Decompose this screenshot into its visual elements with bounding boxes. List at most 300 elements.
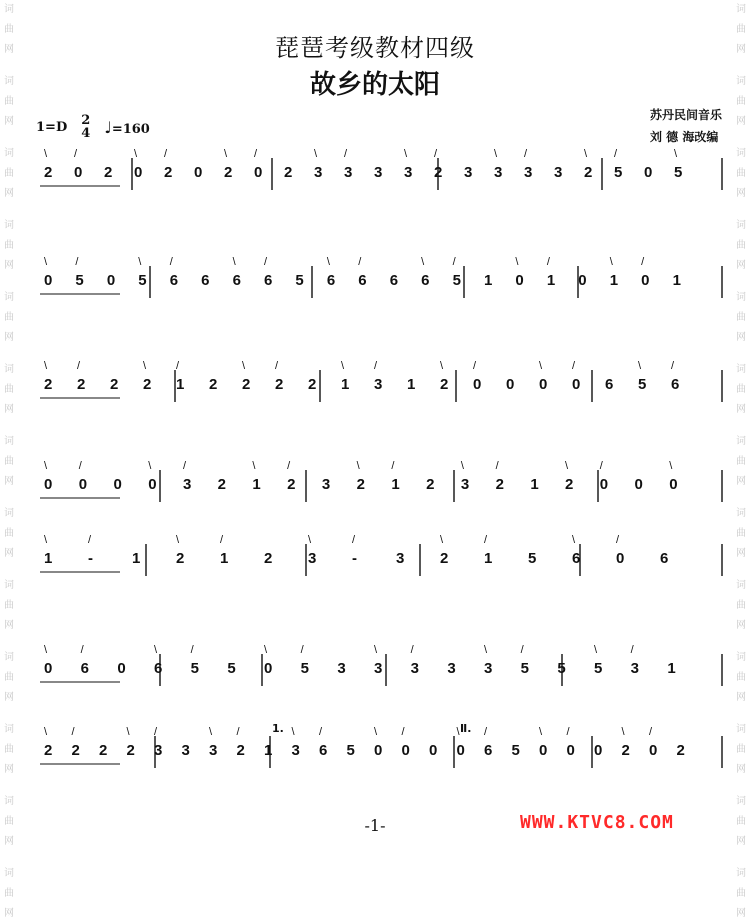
- articulation-mark: \: [609, 256, 613, 268]
- jianpu-note: 6: [169, 272, 179, 289]
- watermark-char: 曲: [736, 24, 746, 35]
- jianpu-note: 2: [99, 742, 108, 759]
- articulation-mark: /: [391, 460, 395, 472]
- articulation-mark: /: [452, 256, 456, 268]
- jianpu-note: 0: [44, 660, 53, 677]
- watermark-char: 网: [736, 836, 746, 847]
- jianpu-note: 0: [134, 164, 143, 181]
- watermark-char: 网: [4, 332, 14, 343]
- staff-line-1: [30, 150, 726, 240]
- articulation-mark: /: [671, 360, 675, 372]
- jianpu-note: 3: [374, 376, 383, 393]
- articulation-mark: \: [374, 726, 378, 738]
- articulation-mark: \: [484, 644, 488, 656]
- articulation-mark: \: [44, 534, 48, 546]
- watermark-char: 曲: [4, 528, 14, 539]
- jianpu-note: 5: [674, 164, 683, 181]
- ending-2-label: Ⅱ.: [460, 722, 472, 735]
- jianpu-note: 6: [605, 376, 614, 393]
- jianpu-note: 0: [194, 164, 203, 181]
- articulation-mark: /: [190, 644, 194, 656]
- jianpu-note: 1: [484, 272, 493, 289]
- watermark-char: 网: [736, 44, 746, 55]
- articulation-mark: \: [674, 148, 678, 160]
- jianpu-note: 0: [74, 164, 83, 181]
- watermark-char: 词: [4, 580, 14, 591]
- jianpu-note: 1: [391, 476, 400, 493]
- watermark-char: 网: [4, 836, 14, 847]
- staff-line-7: [30, 728, 726, 818]
- jianpu-note: 3: [524, 164, 533, 181]
- watermark-char: 曲: [736, 384, 746, 395]
- jianpu-note: 2: [356, 476, 365, 493]
- jianpu-note: 3: [494, 164, 503, 181]
- jianpu-note: 6: [80, 660, 89, 677]
- jianpu-note: 5: [346, 742, 355, 759]
- watermark-char: 曲: [4, 744, 14, 755]
- watermark-char: 网: [4, 620, 14, 631]
- articulation-mark: \: [44, 644, 48, 656]
- jianpu-note: 2: [44, 164, 53, 181]
- jianpu-note: -: [88, 550, 93, 567]
- jianpu-note: 2: [565, 476, 574, 493]
- articulation-mark: \: [421, 256, 425, 268]
- watermark-char: 网: [736, 116, 746, 127]
- articulation-mark: \: [154, 644, 158, 656]
- watermark-char: 网: [736, 908, 746, 919]
- key-signature: 1=D: [36, 119, 68, 135]
- articulation-mark: /: [614, 148, 618, 160]
- watermark-char: 词: [736, 220, 746, 231]
- articulation-mark: \: [314, 148, 318, 160]
- watermark-char: 网: [736, 188, 746, 199]
- arranger: 刘 德 海改编: [649, 130, 719, 144]
- jianpu-note: 1: [407, 376, 416, 393]
- jianpu-note: 0: [572, 376, 581, 393]
- jianpu-note: 0: [578, 272, 587, 289]
- jianpu-note: 3: [337, 660, 346, 677]
- jianpu-note: 3: [291, 742, 300, 759]
- articulation-mark: \: [341, 360, 345, 372]
- jianpu-note: 6: [421, 272, 430, 289]
- watermark-char: 网: [736, 260, 746, 271]
- watermark-char: 网: [736, 404, 746, 415]
- articulation-mark: \: [638, 360, 642, 372]
- watermark-char: 网: [4, 404, 14, 415]
- articulation-mark: \: [44, 460, 48, 472]
- watermark-char: 曲: [4, 816, 14, 827]
- articulation-mark: \: [148, 460, 152, 472]
- watermark-char: 词: [4, 508, 14, 519]
- jianpu-note: 2: [495, 476, 504, 493]
- articulation-mark: \: [621, 726, 625, 738]
- jianpu-note: 2: [104, 164, 113, 181]
- articulation-mark: \: [456, 726, 460, 738]
- watermark-char: 词: [4, 436, 14, 447]
- watermark-char: 网: [736, 332, 746, 343]
- jianpu-note: 0: [669, 476, 678, 493]
- articulation-mark: \: [224, 148, 228, 160]
- jianpu-note: 1: [264, 742, 273, 759]
- jianpu-note: 0: [641, 272, 650, 289]
- watermark-char: 词: [736, 652, 746, 663]
- jianpu-note: 2: [308, 376, 317, 393]
- jianpu-note: 0: [539, 376, 548, 393]
- time-bottom: 4: [81, 126, 91, 141]
- jianpu-note: 2: [176, 550, 185, 567]
- jianpu-note: 3: [464, 164, 473, 181]
- jianpu-note: 0: [374, 742, 383, 759]
- articulation-mark: /: [75, 256, 79, 268]
- articulation-mark: \: [44, 360, 48, 372]
- watermark-char: 网: [736, 548, 746, 559]
- staff-line-3: [30, 362, 726, 452]
- jianpu-note: 5: [227, 660, 236, 677]
- watermark-char: 曲: [736, 240, 746, 251]
- articulation-mark: /: [495, 460, 499, 472]
- jianpu-note: 5: [614, 164, 623, 181]
- watermark-char: 曲: [736, 672, 746, 683]
- articulation-mark: /: [344, 148, 348, 160]
- jianpu-note: 0: [566, 742, 575, 759]
- watermark-char: 词: [736, 580, 746, 591]
- articulation-mark: /: [164, 148, 168, 160]
- watermark-char: 网: [736, 620, 746, 631]
- articulation-mark: /: [599, 460, 603, 472]
- jianpu-note: 1: [530, 476, 539, 493]
- jianpu-note: 0: [644, 164, 653, 181]
- jianpu-note: 3: [374, 660, 383, 677]
- jianpu-note: 2: [426, 476, 435, 493]
- jianpu-note: 3: [484, 660, 493, 677]
- watermark-char: 曲: [4, 240, 14, 251]
- jianpu-note: 5: [557, 660, 566, 677]
- jianpu-note: 2: [275, 376, 284, 393]
- articulation-mark: /: [154, 726, 158, 738]
- jianpu-note: 3: [447, 660, 456, 677]
- articulation-mark: \: [252, 460, 256, 472]
- jianpu-note: 3: [321, 476, 331, 493]
- jianpu-note: 6: [358, 272, 367, 289]
- watermark-char: 曲: [736, 96, 746, 107]
- watermark-char: 词: [736, 724, 746, 735]
- watermark-char: 曲: [4, 456, 14, 467]
- jianpu-note: 1: [252, 476, 261, 493]
- watermark-char: 曲: [736, 456, 746, 467]
- articulation-mark: /: [434, 148, 438, 160]
- watermark-char: 曲: [4, 312, 14, 323]
- jianpu-note: 6: [319, 742, 328, 759]
- page-number: -1-: [364, 816, 386, 835]
- jianpu-note: 1: [546, 272, 556, 289]
- articulation-mark: /: [410, 644, 414, 656]
- articulation-mark: \: [44, 148, 48, 160]
- jianpu-note: 3: [554, 164, 563, 181]
- site-url: WWW.KTVC8.COM: [520, 812, 674, 833]
- jianpu-note: 2: [440, 550, 449, 567]
- watermark-right: [734, 0, 748, 919]
- watermark-char: 网: [736, 764, 746, 775]
- jianpu-note: -: [352, 550, 357, 567]
- staff-line-2: [30, 258, 726, 348]
- staff-line-5: [30, 536, 726, 626]
- articulation-mark: \: [515, 256, 519, 268]
- jianpu-note: 0: [456, 742, 465, 759]
- jianpu-note: 6: [484, 742, 493, 759]
- watermark-char: 词: [736, 4, 746, 15]
- watermark-char: 词: [4, 796, 14, 807]
- jianpu-note: 2: [284, 164, 293, 181]
- jianpu-note: 0: [254, 164, 263, 181]
- articulation-mark: /: [484, 726, 488, 738]
- articulation-mark: /: [88, 534, 92, 546]
- articulation-mark: /: [641, 256, 645, 268]
- jianpu-note: 6: [154, 660, 163, 677]
- articulation-mark: /: [546, 256, 550, 268]
- jianpu-note: 5: [300, 660, 309, 677]
- jianpu-note: 2: [676, 742, 685, 759]
- articulation-mark: /: [169, 256, 173, 268]
- articulation-mark: \: [308, 534, 312, 546]
- time-top: 2: [81, 113, 91, 128]
- jianpu-note: 1: [672, 272, 681, 289]
- jianpu-note: 0: [473, 376, 482, 393]
- articulation-mark: /: [319, 726, 323, 738]
- jianpu-note: 3: [308, 550, 317, 567]
- jianpu-note: 2: [44, 376, 53, 393]
- watermark-char: 词: [4, 652, 14, 663]
- jianpu-note: 2: [242, 376, 251, 393]
- watermark-char: 网: [4, 692, 14, 703]
- score-title: 琵琶考级教材四级: [275, 34, 475, 62]
- jianpu-note: 0: [401, 742, 410, 759]
- articulation-mark: \: [572, 534, 576, 546]
- articulation-mark: /: [287, 460, 291, 472]
- articulation-mark: \: [539, 360, 543, 372]
- jianpu-note: 1: [220, 550, 229, 567]
- articulation-mark: \: [539, 726, 543, 738]
- watermark-char: 词: [4, 220, 14, 231]
- jianpu-note: 0: [106, 272, 116, 289]
- quarter-note-icon: ♩: [104, 117, 112, 137]
- watermark-char: 曲: [4, 168, 14, 179]
- score-meta: [36, 114, 150, 140]
- tempo-marking: [104, 118, 150, 137]
- articulation-mark: /: [473, 360, 477, 372]
- watermark-char: 网: [4, 116, 14, 127]
- jianpu-note: 0: [429, 742, 438, 759]
- jianpu-note: 6: [671, 376, 680, 393]
- articulation-mark: \: [494, 148, 498, 160]
- articulation-mark: /: [80, 644, 84, 656]
- articulation-mark: /: [358, 256, 362, 268]
- watermark-char: 网: [4, 764, 14, 775]
- jianpu-note: 0: [117, 660, 126, 677]
- watermark-char: 词: [736, 292, 746, 303]
- jianpu-note: 3: [404, 164, 413, 181]
- articulation-mark: /: [264, 256, 268, 268]
- watermark-char: 曲: [4, 384, 14, 395]
- jianpu-note: 2: [77, 376, 86, 393]
- jianpu-note: 5: [138, 272, 147, 289]
- articulation-mark: \: [594, 644, 598, 656]
- jianpu-note: 0: [44, 272, 53, 289]
- jianpu-note: 0: [148, 476, 157, 493]
- jianpu-note: 0: [506, 376, 515, 393]
- jianpu-note: 1: [44, 550, 53, 567]
- jianpu-note: 2: [44, 742, 53, 759]
- jianpu-note: 0: [113, 476, 122, 493]
- staff-barlines: [30, 362, 726, 442]
- staff-barlines: [30, 462, 726, 542]
- articulation-mark: /: [275, 360, 279, 372]
- jianpu-note: 3: [209, 742, 218, 759]
- articulation-mark: /: [78, 460, 82, 472]
- jianpu-note: 2: [126, 742, 135, 759]
- jianpu-note: 5: [452, 272, 461, 289]
- jianpu-note: 0: [634, 476, 643, 493]
- jianpu-note: 5: [75, 272, 84, 289]
- jianpu-note: 0: [594, 742, 603, 759]
- watermark-char: 曲: [4, 888, 14, 899]
- jianpu-note: 1: [341, 376, 350, 393]
- jianpu-note: 2: [621, 742, 630, 759]
- watermark-char: 词: [4, 76, 14, 87]
- articulation-mark: \: [460, 460, 464, 472]
- jianpu-note: 6: [201, 272, 210, 289]
- articulation-mark: /: [220, 534, 224, 546]
- jianpu-note: 5: [520, 660, 529, 677]
- jianpu-note: 1: [667, 660, 676, 677]
- articulation-mark: \: [44, 726, 48, 738]
- jianpu-note: 0: [515, 272, 524, 289]
- watermark-char: 曲: [736, 600, 746, 611]
- jianpu-note: 5: [511, 742, 520, 759]
- watermark-char: 网: [4, 476, 14, 487]
- watermark-char: 曲: [736, 528, 746, 539]
- watermark-char: 词: [736, 796, 746, 807]
- jianpu-note: 0: [78, 476, 88, 493]
- jianpu-note: 3: [182, 476, 192, 493]
- articulation-mark: /: [484, 534, 488, 546]
- jianpu-note: 6: [389, 272, 399, 289]
- credits: [650, 104, 722, 148]
- jianpu-note: 5: [295, 272, 304, 289]
- jianpu-note: 6: [264, 272, 273, 289]
- articulation-mark: /: [71, 726, 75, 738]
- articulation-mark: \: [138, 256, 142, 268]
- staff-barlines: [30, 728, 726, 808]
- jianpu-note: 3: [630, 660, 639, 677]
- jianpu-note: 2: [209, 376, 218, 393]
- articulation-mark: \: [404, 148, 408, 160]
- jianpu-note: 2: [224, 164, 233, 181]
- watermark-char: 网: [4, 44, 14, 55]
- jianpu-note: 3: [410, 660, 419, 677]
- watermark-char: 曲: [736, 888, 746, 899]
- ending-1-label: 1.: [272, 722, 284, 735]
- watermark-char: 词: [736, 436, 746, 447]
- jianpu-note: 6: [572, 550, 581, 567]
- jianpu-note: 6: [326, 272, 336, 289]
- articulation-mark: /: [236, 726, 240, 738]
- articulation-mark: \: [565, 460, 569, 472]
- watermark-char: 词: [4, 4, 14, 15]
- articulation-mark: /: [566, 726, 570, 738]
- jianpu-note: 1: [176, 376, 185, 393]
- articulation-mark: /: [616, 534, 620, 546]
- articulation-mark: /: [352, 534, 356, 546]
- watermark-char: 网: [4, 908, 14, 919]
- song-title: 故乡的太阳: [309, 70, 440, 100]
- articulation-mark: /: [524, 148, 528, 160]
- articulation-mark: \: [44, 256, 48, 268]
- articulation-mark: /: [374, 360, 378, 372]
- articulation-mark: \: [176, 534, 180, 546]
- jianpu-note: 5: [190, 660, 199, 677]
- watermark-char: 词: [4, 292, 14, 303]
- articulation-mark: \: [232, 256, 236, 268]
- jianpu-note: 2: [110, 376, 119, 393]
- watermark-char: 曲: [736, 744, 746, 755]
- jianpu-note: 6: [660, 550, 669, 567]
- articulation-mark: \: [374, 644, 378, 656]
- watermark-left: [2, 0, 16, 919]
- jianpu-note: 2: [164, 164, 173, 181]
- jianpu-note: 6: [232, 272, 241, 289]
- jianpu-note: 1: [609, 272, 619, 289]
- articulation-mark: /: [74, 148, 78, 160]
- articulation-mark: \: [291, 726, 295, 738]
- articulation-mark: \: [584, 148, 588, 160]
- articulation-mark: \: [143, 360, 147, 372]
- articulation-mark: \: [242, 360, 246, 372]
- jianpu-note: 3: [344, 164, 353, 181]
- jianpu-note: 5: [528, 550, 537, 567]
- jianpu-note: 2: [143, 376, 152, 393]
- watermark-char: 网: [736, 692, 746, 703]
- articulation-mark: /: [572, 360, 576, 372]
- articulation-mark: \: [126, 726, 130, 738]
- staff-barlines: [30, 150, 726, 230]
- jianpu-note: 3: [154, 742, 163, 759]
- articulation-mark: \: [326, 256, 330, 268]
- jianpu-note: 5: [638, 376, 647, 393]
- watermark-char: 曲: [736, 168, 746, 179]
- articulation-mark: /: [630, 644, 634, 656]
- watermark-char: 词: [736, 508, 746, 519]
- articulation-mark: /: [182, 460, 186, 472]
- articulation-mark: /: [300, 644, 304, 656]
- watermark-char: 词: [4, 364, 14, 375]
- staff-barlines: [30, 258, 726, 338]
- staff-barlines: [30, 536, 726, 616]
- watermark-char: 词: [4, 724, 14, 735]
- jianpu-note: 5: [594, 660, 603, 677]
- articulation-mark: /: [77, 360, 81, 372]
- watermark-char: 网: [4, 548, 14, 559]
- watermark-char: 词: [736, 148, 746, 159]
- jianpu-note: 1: [484, 550, 493, 567]
- watermark-char: 曲: [4, 24, 14, 35]
- watermark-char: 曲: [4, 96, 14, 107]
- tempo-value: =160: [111, 121, 150, 137]
- staff-line-6: [30, 646, 726, 736]
- jianpu-note: 2: [217, 476, 227, 493]
- watermark-char: 网: [4, 188, 14, 199]
- jianpu-note: 2: [71, 742, 80, 759]
- staff-barlines: [30, 646, 726, 726]
